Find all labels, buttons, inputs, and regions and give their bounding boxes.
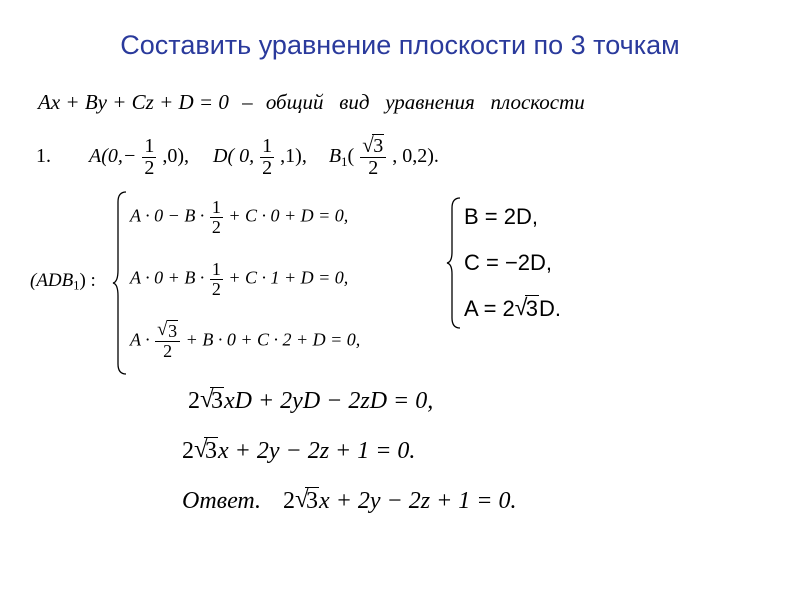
slide-title: Составить уравнение плоскости по 3 точкам: [120, 30, 680, 60]
point-b-open: (: [347, 145, 355, 168]
point-a-label: A(0,−: [89, 145, 137, 168]
points-line: [36, 133, 439, 179]
result-1-post: xD + 2yD − 2zD = 0,: [224, 388, 434, 414]
system-label-text: (ADB: [30, 270, 74, 291]
sqrt-expression: √ 3: [157, 319, 178, 341]
point-d-tail: ,1),: [280, 145, 307, 168]
fraction-numerator: 1: [211, 259, 221, 279]
sqrt-expression: √ 3: [200, 386, 223, 414]
general-description: общий вид уравнения плоскости: [265, 90, 585, 114]
answer-post: x + 2y − 2z + 1 = 0.: [319, 488, 517, 514]
point-b-subscript: 1: [341, 153, 348, 169]
sqrt-expression: √ 3: [295, 486, 319, 514]
sqrt-radicand: 3: [205, 438, 217, 464]
general-dash: –: [242, 90, 253, 114]
row-3-post: + B · 0 + C · 2 + D = 0,: [185, 329, 361, 350]
left-system-row-3: [130, 319, 361, 361]
result-equation-2: [182, 438, 415, 465]
system-label: [30, 270, 96, 294]
point-a-tail: ,0),: [162, 145, 190, 168]
fraction-denominator: 2: [262, 157, 273, 179]
point-b-label: B: [328, 145, 342, 168]
sqrt-expression: √ 3: [194, 436, 217, 464]
fraction-denominator: 2: [163, 340, 173, 361]
fraction-denominator: 2: [211, 216, 221, 237]
row-3-post: D.: [539, 296, 562, 321]
fraction-denominator: 2: [144, 157, 155, 179]
general-equation-line: [38, 90, 585, 115]
row-3-pre: A = 2: [464, 296, 515, 321]
right-system-row-2: C = −2D,: [464, 250, 553, 275]
fraction-numerator: 1: [144, 135, 155, 157]
right-system-row-1: B = 2D,: [464, 204, 538, 229]
row-2-pre: A · 0 + B ·: [130, 267, 205, 288]
fraction-numerator: [360, 133, 386, 158]
fraction-denominator: 2: [211, 278, 221, 299]
row-3-pre: A ·: [130, 329, 150, 350]
answer-label: Ответ.: [182, 488, 262, 514]
point-a-fraction: [142, 136, 156, 179]
row-1-fraction: [210, 198, 223, 237]
left-system-row-1: [130, 198, 348, 237]
sqrt-expression: √ 3: [514, 294, 539, 321]
result-2-post: x + 2y − 2z + 1 = 0.: [218, 438, 416, 464]
result-2-pre: 2: [182, 438, 194, 464]
result-1-pre: 2: [188, 388, 200, 414]
item-number: 1.: [36, 145, 51, 168]
row-2-fraction: [210, 260, 223, 299]
sqrt-radicand: 3: [306, 488, 319, 514]
row-3-fraction: [155, 319, 180, 361]
system-label-subscript: 1: [73, 278, 80, 293]
fraction-numerator: 1: [262, 135, 273, 157]
right-system-brace: [446, 196, 462, 330]
sqrt-radicand: 3: [525, 296, 539, 321]
point-d-label: D( 0,: [213, 145, 255, 168]
result-equation-1: [188, 388, 433, 415]
point-d-fraction: [260, 136, 274, 179]
answer-line: [182, 488, 516, 515]
system-label-tail: ) :: [79, 270, 96, 291]
general-equation: Ax + By + Cz + D = 0: [38, 90, 229, 114]
sqrt-radicand: 3: [211, 388, 223, 414]
right-system-row-3: [464, 296, 561, 322]
sqrt-radicand: 3: [373, 135, 384, 157]
point-b-tail: , 0,2).: [392, 145, 439, 168]
fraction-numerator: 1: [211, 197, 221, 217]
left-system-brace: [112, 190, 128, 376]
answer-pre: 2: [283, 488, 296, 514]
sqrt-radicand: 3: [168, 321, 178, 341]
fraction-numerator: [155, 319, 180, 342]
point-b-fraction: [360, 133, 386, 179]
row-1-post: + C · 0 + D = 0,: [228, 205, 349, 226]
row-2-post: + C · 1 + D = 0,: [228, 267, 349, 288]
left-system-row-2: [130, 260, 348, 299]
fraction-denominator: 2: [368, 157, 379, 179]
row-1-pre: A · 0 − B ·: [130, 205, 205, 226]
sqrt-expression: √ 3: [362, 133, 384, 157]
